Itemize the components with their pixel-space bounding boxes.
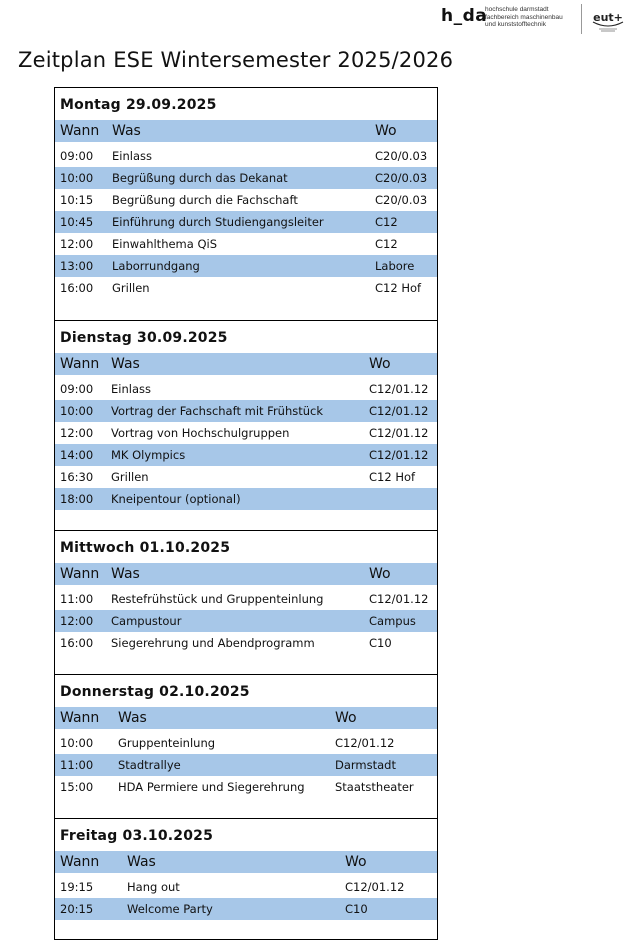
table-row	[55, 255, 437, 277]
time-cell: 11:00	[60, 592, 94, 606]
day-block-tuesday	[55, 320, 437, 531]
activity-cell: HDA Permiere und Siegerehrung	[118, 780, 305, 794]
table-row	[55, 754, 437, 776]
activity-cell: Campustour	[111, 614, 182, 628]
time-cell: 12:00	[60, 426, 94, 440]
table-row	[55, 378, 437, 400]
location-cell: C12 Hof	[369, 470, 416, 484]
location-cell: C12/01.12	[345, 880, 405, 894]
activity-cell: Einwahlthema QiS	[112, 237, 218, 251]
day-block-friday	[55, 818, 437, 940]
table-row	[55, 400, 437, 422]
location-cell: C12/01.12	[335, 736, 395, 750]
location-cell: C12	[375, 215, 398, 229]
institution-line: und kunststofftechnik	[485, 21, 546, 28]
table-header-row	[55, 120, 437, 143]
location-cell: C10	[345, 902, 368, 916]
location-cell: C12/01.12	[369, 592, 429, 606]
activity-cell: Begrüßung durch die Fachschaft	[112, 193, 298, 207]
table-row	[55, 277, 437, 299]
time-cell: 19:15	[60, 880, 94, 894]
activity-cell: Siegerehrung und Abendprogramm	[111, 636, 315, 650]
column-header-wann: Wann	[60, 123, 100, 139]
column-header-wo: Wo	[345, 854, 367, 870]
table-header-row	[55, 707, 437, 730]
column-header-was: Was	[112, 123, 141, 139]
column-header-wo: Wo	[335, 710, 357, 726]
activity-cell: Hang out	[127, 880, 180, 894]
time-cell: 18:00	[60, 492, 94, 506]
table-header-row	[55, 353, 437, 376]
institution-line: fachbereich maschinenbau	[485, 13, 563, 21]
location-cell: C20/0.03	[375, 193, 428, 207]
time-cell: 12:00	[60, 614, 94, 628]
activity-cell: Laborrundgang	[112, 259, 200, 273]
location-cell: C12 Hof	[375, 281, 422, 295]
time-cell: 15:00	[60, 780, 94, 794]
activity-cell: Grillen	[111, 470, 149, 484]
activity-cell: Vortrag der Fachschaft mit Frühstück	[111, 404, 324, 418]
activity-cell: Stadtrallye	[118, 758, 181, 772]
table-row	[55, 898, 437, 920]
time-cell: 11:00	[60, 758, 94, 772]
time-cell: 13:00	[60, 259, 94, 273]
table-row	[55, 488, 437, 510]
day-title: Freitag 03.10.2025	[60, 828, 214, 844]
time-cell: 10:45	[60, 215, 94, 229]
institution-logo	[441, 4, 631, 34]
time-cell: 14:00	[60, 448, 94, 462]
table-header-row	[55, 563, 437, 586]
location-cell: C12/01.12	[369, 426, 429, 440]
table-row	[55, 167, 437, 189]
table-row	[55, 422, 437, 444]
location-cell: C20/0.03	[375, 171, 428, 185]
schedule-table	[54, 87, 438, 940]
activity-cell: Begrüßung durch das Dekanat	[112, 171, 288, 185]
logo-divider	[581, 4, 582, 34]
column-header-wann: Wann	[60, 356, 100, 372]
hda-logo-mark: h_da	[441, 6, 488, 26]
table-row	[55, 632, 437, 654]
column-header-was: Was	[118, 710, 147, 726]
location-cell: C12	[375, 237, 398, 251]
column-header-was: Was	[127, 854, 156, 870]
activity-cell: Kneipentour (optional)	[111, 492, 241, 506]
table-row	[55, 876, 437, 898]
activity-cell: Welcome Party	[127, 902, 213, 916]
column-header-wann: Wann	[60, 566, 100, 582]
table-row	[55, 588, 437, 610]
time-cell: 09:00	[60, 382, 94, 396]
column-header-was: Was	[111, 566, 140, 582]
table-row	[55, 211, 437, 233]
table-header-row	[55, 851, 437, 874]
activity-cell: Restefrühstück und Gruppenteinlung	[111, 592, 324, 606]
time-cell: 16:00	[60, 636, 94, 650]
time-cell: 10:15	[60, 193, 94, 207]
location-cell: C10	[369, 636, 392, 650]
page-title: Zeitplan ESE Wintersemester 2025/2026	[18, 48, 454, 72]
day-title: Mittwoch 01.10.2025	[60, 540, 231, 556]
location-cell: C20/0.03	[375, 149, 428, 163]
table-row	[55, 444, 437, 466]
activity-cell: MK Olympics	[111, 448, 186, 462]
table-row	[55, 732, 437, 754]
activity-cell: Grillen	[112, 281, 150, 295]
time-cell: 12:00	[60, 237, 94, 251]
column-header-wo: Wo	[375, 123, 397, 139]
day-block-wednesday	[55, 530, 437, 675]
column-header-was: Was	[111, 356, 140, 372]
time-cell: 10:00	[60, 736, 94, 750]
location-cell: C12/01.12	[369, 448, 429, 462]
time-cell: 09:00	[60, 149, 94, 163]
day-block-monday	[55, 88, 437, 320]
day-title: Donnerstag 02.10.2025	[60, 684, 250, 700]
column-header-wann: Wann	[60, 710, 100, 726]
location-cell: Staatstheater	[335, 780, 414, 794]
institution-line: hochschule darmstadt	[485, 6, 549, 13]
time-cell: 16:30	[60, 470, 94, 484]
column-header-wann: Wann	[60, 854, 100, 870]
activity-cell: Gruppenteinlung	[118, 736, 216, 750]
time-cell: 16:00	[60, 281, 94, 295]
location-cell: Campus	[369, 614, 416, 628]
table-row	[55, 610, 437, 632]
column-header-wo: Wo	[369, 356, 391, 372]
location-cell: C12/01.12	[369, 382, 429, 396]
activity-cell: Einlass	[112, 149, 152, 163]
table-row	[55, 189, 437, 211]
day-block-thursday	[55, 674, 437, 819]
time-cell: 20:15	[60, 902, 94, 916]
table-row	[55, 145, 437, 167]
time-cell: 10:00	[60, 404, 94, 418]
day-title: Montag 29.09.2025	[60, 97, 217, 113]
location-cell: C12/01.12	[369, 404, 429, 418]
location-cell: Darmstadt	[335, 758, 396, 772]
activity-cell: Vortrag von Hochschulgruppen	[111, 426, 290, 440]
location-cell: Labore	[375, 259, 415, 273]
day-title: Dienstag 30.09.2025	[60, 330, 228, 346]
table-row	[55, 776, 437, 798]
activity-cell: Einführung durch Studiengangsleiter	[112, 215, 324, 229]
activity-cell: Einlass	[111, 382, 151, 396]
eut-logo-icon	[589, 4, 627, 34]
time-cell: 10:00	[60, 171, 94, 185]
table-row	[55, 466, 437, 488]
institution-name	[485, 6, 563, 29]
column-header-wo: Wo	[369, 566, 391, 582]
table-row	[55, 233, 437, 255]
eut-logo-text: eut+	[593, 11, 623, 24]
